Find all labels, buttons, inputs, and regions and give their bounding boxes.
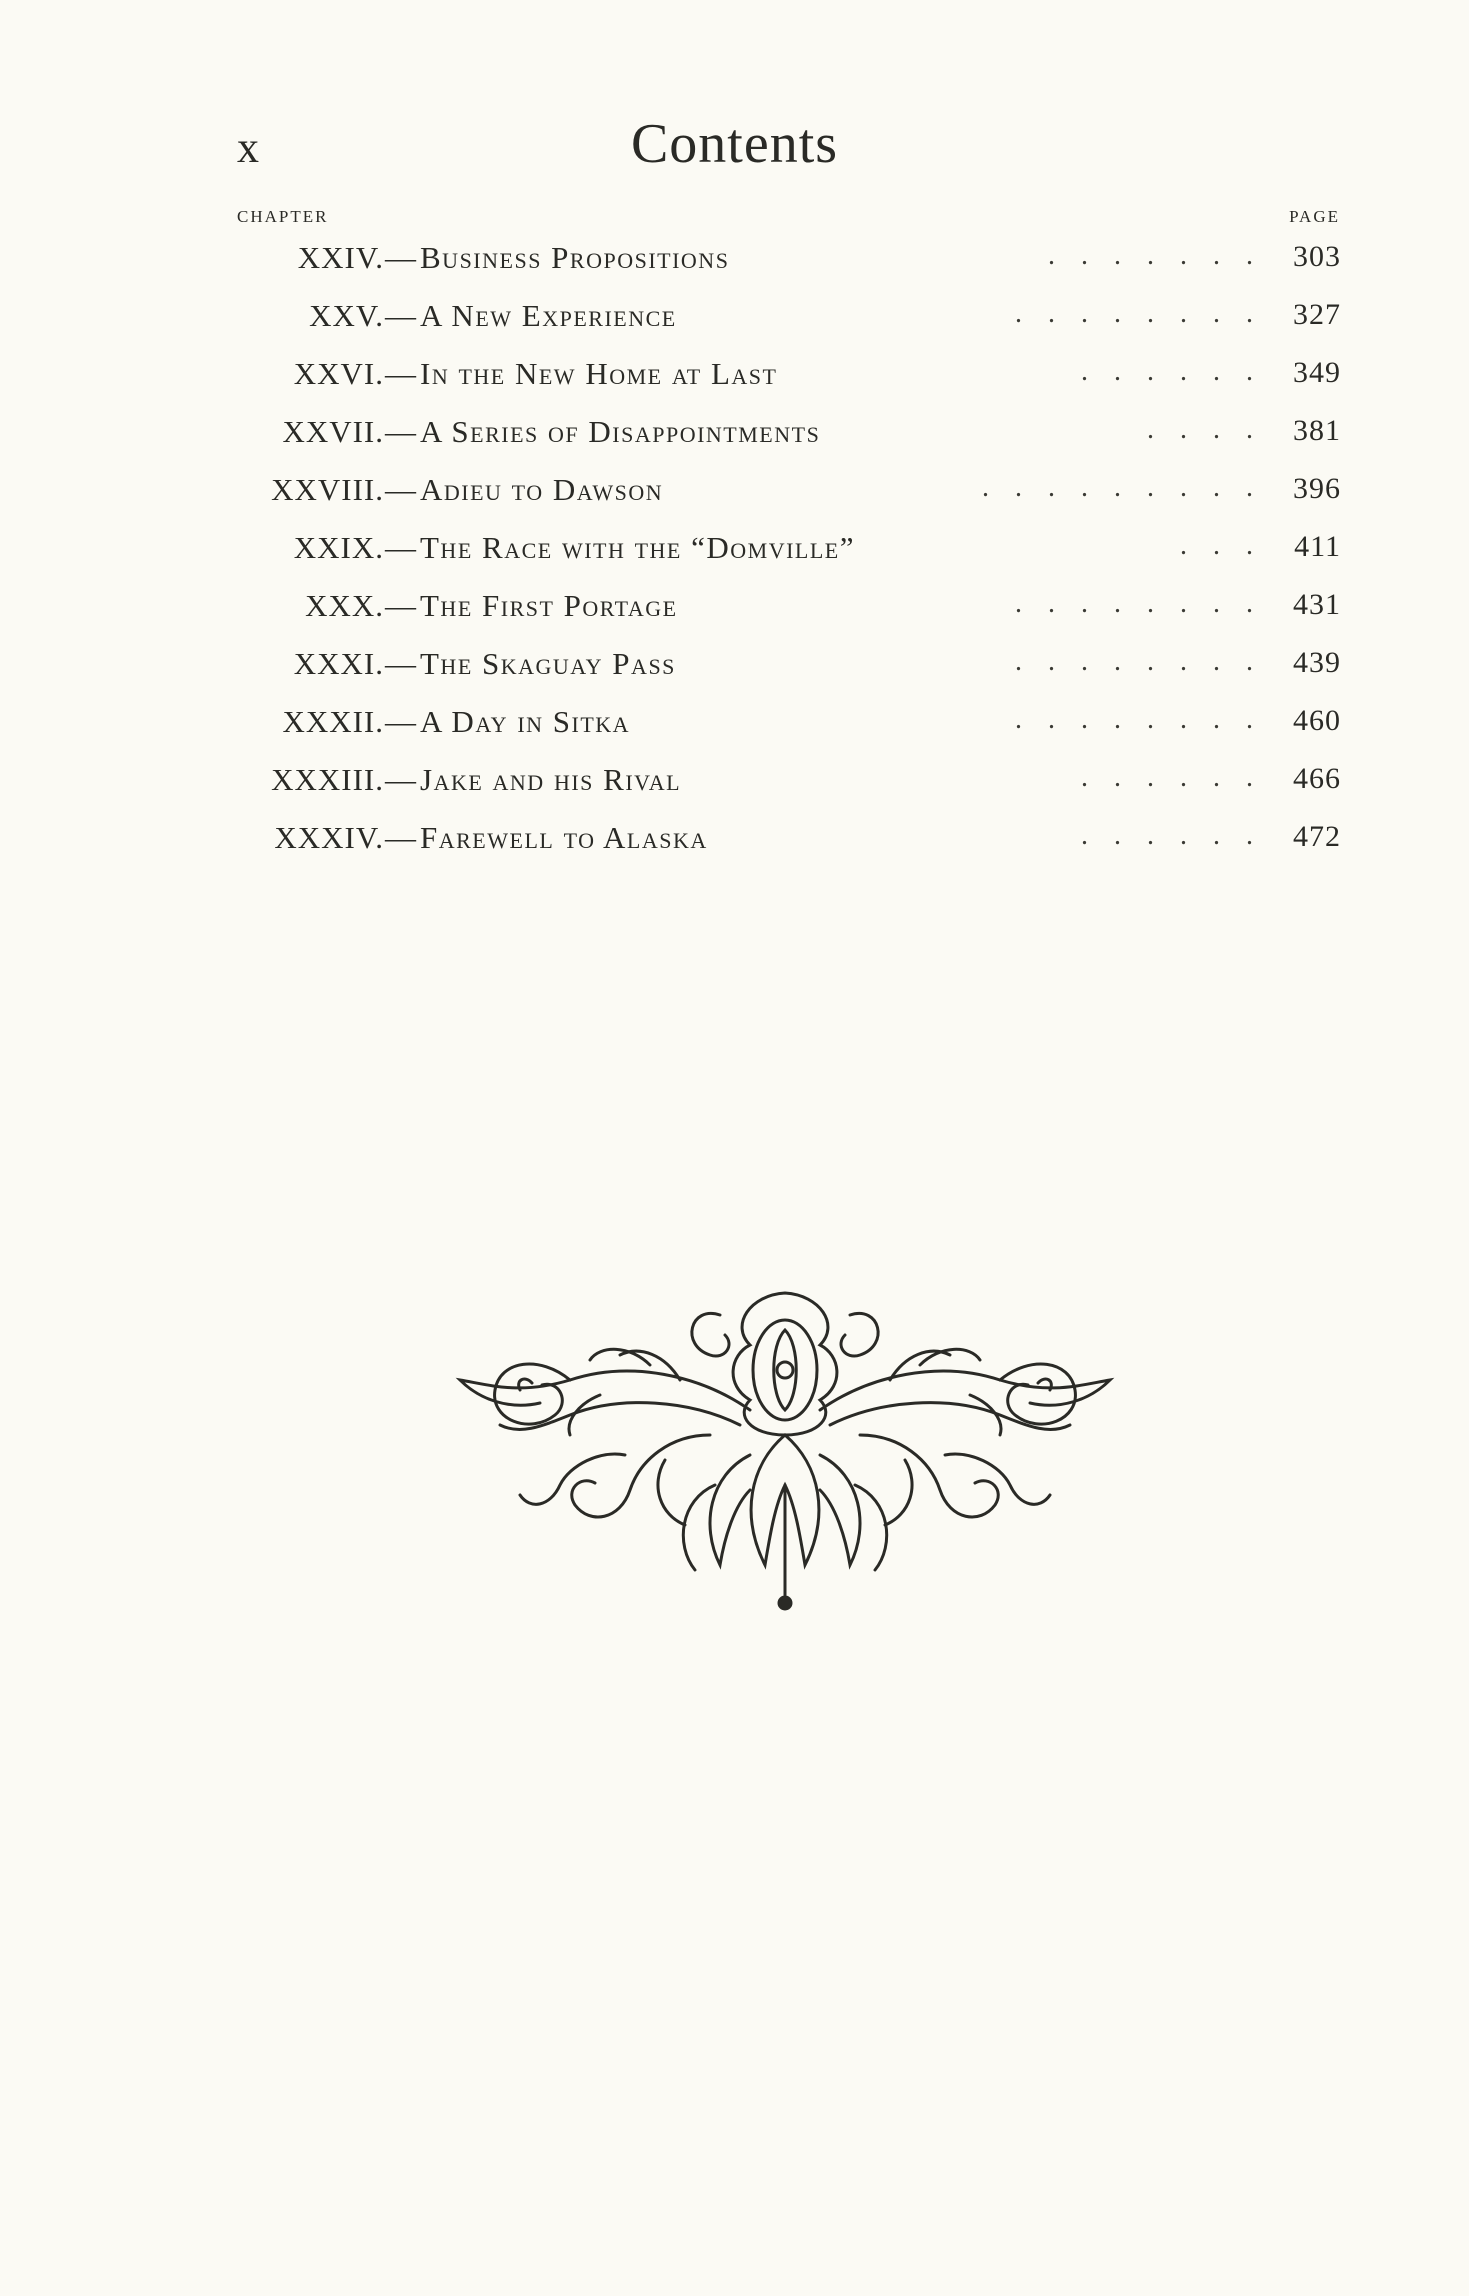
- page-number: 327: [1293, 298, 1341, 331]
- chapter-title: A New Experience: [420, 298, 677, 333]
- chapter-numeral: XXXIV.: [274, 820, 384, 855]
- dash: —: [385, 646, 417, 681]
- dot-leader: ......: [1081, 762, 1279, 793]
- chapter-numeral: XXXII.: [282, 704, 384, 739]
- chapter-title: The Skaguay Pass: [420, 646, 676, 681]
- chapter-title: Business Propositions: [420, 240, 730, 275]
- toc-entry: [0, 414, 1469, 472]
- toc-entry: [0, 646, 1469, 704]
- dash: —: [385, 298, 417, 333]
- page-number: 303: [1293, 240, 1341, 273]
- toc-entry: [0, 298, 1469, 356]
- page-number: 472: [1293, 820, 1341, 853]
- chapter-title: In the New Home at Last: [420, 356, 778, 391]
- page-number: 439: [1293, 646, 1341, 679]
- dot-leader: ........: [1015, 646, 1279, 677]
- toc-entry: [0, 762, 1469, 820]
- scroll-ornament-icon: [450, 1285, 1120, 1615]
- dash: —: [385, 240, 417, 275]
- toc-entry: [0, 356, 1469, 414]
- dot-leader: ....: [1147, 414, 1279, 445]
- page-number: 396: [1293, 472, 1341, 505]
- chapter-numeral: XXVIII.: [271, 472, 384, 507]
- page-number: 381: [1293, 414, 1341, 447]
- dash: —: [385, 820, 417, 855]
- dot-leader: ........: [1015, 588, 1279, 619]
- chapter-numeral: XXVI.: [293, 356, 384, 391]
- chapter-numeral: XXX.: [305, 588, 384, 623]
- dot-leader: ...: [1180, 530, 1279, 561]
- toc-entry: [0, 472, 1469, 530]
- chapter-numeral: XXIV.: [297, 240, 384, 275]
- dot-leader: ......: [1081, 356, 1279, 387]
- dot-leader: ........: [1015, 704, 1279, 735]
- dash: —: [385, 414, 417, 449]
- chapter-numeral: XXXI.: [293, 646, 384, 681]
- page-number: 349: [1293, 356, 1341, 389]
- page-number: 411: [1294, 530, 1341, 563]
- chapter-title: Adieu to Dawson: [420, 472, 664, 507]
- chapter-title: Jake and his Rival: [420, 762, 682, 797]
- chapter-numeral: XXV.: [309, 298, 384, 333]
- dash: —: [385, 704, 417, 739]
- page-title: Contents: [630, 113, 839, 175]
- page-number: 460: [1293, 704, 1341, 737]
- dash: —: [385, 472, 417, 507]
- toc-entry: [0, 704, 1469, 762]
- dot-leader: ......: [1081, 820, 1279, 851]
- dot-leader: ........: [1015, 298, 1279, 329]
- dash: —: [385, 762, 417, 797]
- dash: —: [385, 588, 417, 623]
- dash: —: [385, 530, 417, 565]
- page-number: 431: [1293, 588, 1341, 621]
- chapter-title: A Day in Sitka: [420, 704, 631, 739]
- chapter-numeral: XXIX.: [293, 530, 384, 565]
- chapter-title: The First Portage: [420, 588, 678, 623]
- page-number: 466: [1293, 762, 1341, 795]
- folio: x: [237, 123, 261, 172]
- toc-entry: [0, 240, 1469, 298]
- page-column-header: PAGE: [1289, 207, 1340, 226]
- toc-entry: [0, 820, 1469, 878]
- chapter-column-header: CHAPTER: [237, 207, 329, 226]
- dot-leader: .......: [1048, 240, 1279, 271]
- chapter-numeral: XXVII.: [282, 414, 384, 449]
- chapter-numeral: XXXIII.: [271, 762, 384, 797]
- chapter-title: A Series of Disappointments: [420, 414, 821, 449]
- dot-leader: .........: [982, 472, 1279, 503]
- chapter-title: Farewell to Alaska: [420, 820, 708, 855]
- dash: —: [385, 356, 417, 391]
- chapter-title: The Race with the “Domville”: [420, 530, 856, 565]
- toc-entry: [0, 588, 1469, 646]
- toc-entry: [0, 530, 1469, 588]
